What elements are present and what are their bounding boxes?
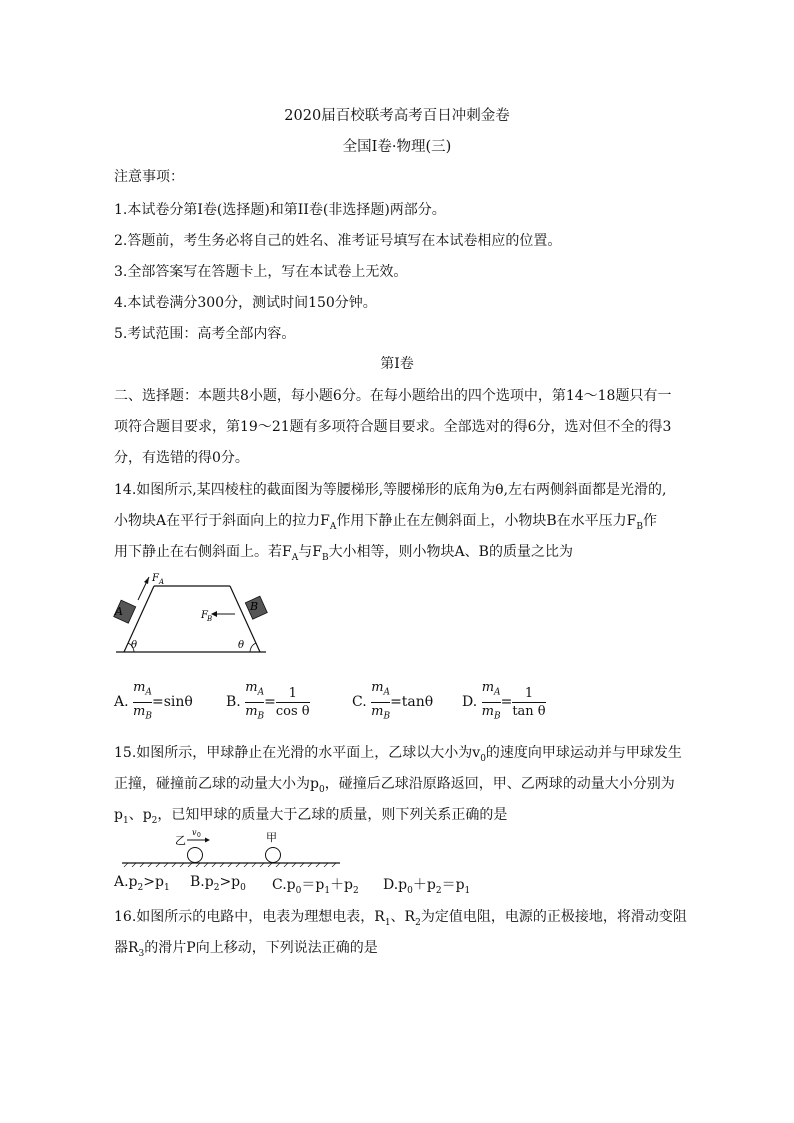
q14-option-a[interactable]: A. $\frac{m_A}{m_B}$ =sinθ [114,680,193,724]
q14-text: 14.如图所示,某四棱柱的截面图为等腰梯形,等腰梯形的底角为θ,左右两侧斜面都是光滑的, [114,482,667,498]
q15-option-d[interactable]: $D.p_0+p_2=p_1$ [383,877,471,896]
q14-trapezoid-figure [112,570,272,658]
exam-title: 2020届百校联考高考百日冲刺金卷 [284,108,510,124]
label-jia: 甲 [266,831,277,844]
label-fb: F [201,610,208,621]
ball-yi [188,848,203,863]
theta-left: θ [131,640,138,651]
note-item: 2.答题前，考生务必将自己的姓名、准考证号填写在本试卷相应的位置。 [114,233,562,249]
trapezoid-right-side [230,586,260,652]
q15-collision-figure [120,826,342,872]
reciprocal: $\frac{1}{\text{cos θ}}$ [275,685,310,719]
q16-text-line2: 器$R_3$的滑片P向上移动，下列说法正确的是 [114,940,378,959]
label-a: A [115,605,123,618]
q15-option-b[interactable]: $B.p_2>p_0$ [190,874,246,893]
q14-text-line3: 用下静止在右侧斜面上。若$F_A$与$F_B$大小相等，则小物块A、B的质量之比为 [114,544,573,563]
mass-ratio: $\frac{m_A}{m_B}$ [133,680,152,722]
mass-ratio: $\frac{m_A}{m_B}$ [481,680,501,722]
note-item: 4.本试卷满分300分，测试时间150分钟。 [114,295,377,311]
q16-text-line1: 16.如图所示的电路中，电表为理想电表，$R_1$、$R_2$为定值电阻，电源的正极接地，将滑动变阻 [114,909,687,928]
note-item: 3.全部答案写在答题卡上，写在本试卷上无效。 [114,264,408,280]
label-fb-sub: B [207,615,213,623]
section-intro: 项符合题目要求，第19～21题有多项符合题目要求。全部选对的得6分，选对但不全的得3 [114,419,672,435]
reciprocal: $\frac{1}{\text{tan θ}}$ [512,685,546,719]
label-v0-sub: 0 [197,832,201,839]
section-intro: 二、选择题：本题共8小题，每小题6分。在每小题给出的四个选项中，第14～18题只有一 [114,388,672,404]
q14-option-c[interactable]: C. $\frac{m_A}{m_B}$ =tanθ [352,680,433,724]
q15-option-c[interactable]: $C.p_0=p_1+p_2$ [272,877,359,896]
note-item: 1.本试卷分第I卷(选择题)和第II卷(非选择题)两部分。 [114,202,446,218]
exam-subtitle: 全国I卷·物理(三) [342,139,452,155]
velocity-arrowhead [205,838,210,843]
notes-heading: 注意事项： [114,169,184,185]
label-fa-sub: A [159,578,165,586]
q15-option-a[interactable]: $A.p_2>p_1$ [114,874,170,893]
q14-option-b[interactable]: B. $\frac{m_A}{m_B}$ = $\frac{1}{\text{cos θ}}$ [226,680,310,724]
force-fa-arrowhead [144,577,149,584]
theta-arc-right [250,643,256,652]
q15-text-line3: $p_1$、$p_2$，已知甲球的质量大于乙球的质量，则下列关系正确的是 [114,807,508,826]
q15-text-line1: 15.如图所示，甲球静止在光滑的水平面上，乙球以大小为$v_0$的速度向甲球运动并与甲球发生 [114,745,682,764]
ball-jia [266,848,281,863]
label-v0: v [192,828,197,837]
q15-text-line2: 正撞，碰撞前乙球的动量大小为$p_0$，碰撞后乙球沿原路返回，甲、乙两球的动量大小分别为 [114,776,675,795]
note-item: 5.考试范围：高考全部内容。 [114,326,296,342]
label-yi: 乙 [175,834,186,847]
q14-text-line2: 小物块A在平行于斜面向上的拉力$F_A$作用下静止在左侧斜面上，小物块B在水平压力$F_B$作 [114,513,657,532]
label-fa: F [152,573,159,584]
theta-right: θ [238,640,245,651]
q14-option-d[interactable]: D. $\frac{m_A}{m_B}$ = $\frac{1}{\text{tan θ}}$ [462,680,546,724]
mass-ratio: $\frac{m_A}{m_B}$ [371,680,391,722]
section-intro: 分，有选错的得0分。 [114,450,249,466]
mass-ratio: $\frac{m_A}{m_B}$ [245,680,265,722]
volume-heading: 第I卷 [380,356,414,372]
label-b: B [250,600,259,613]
